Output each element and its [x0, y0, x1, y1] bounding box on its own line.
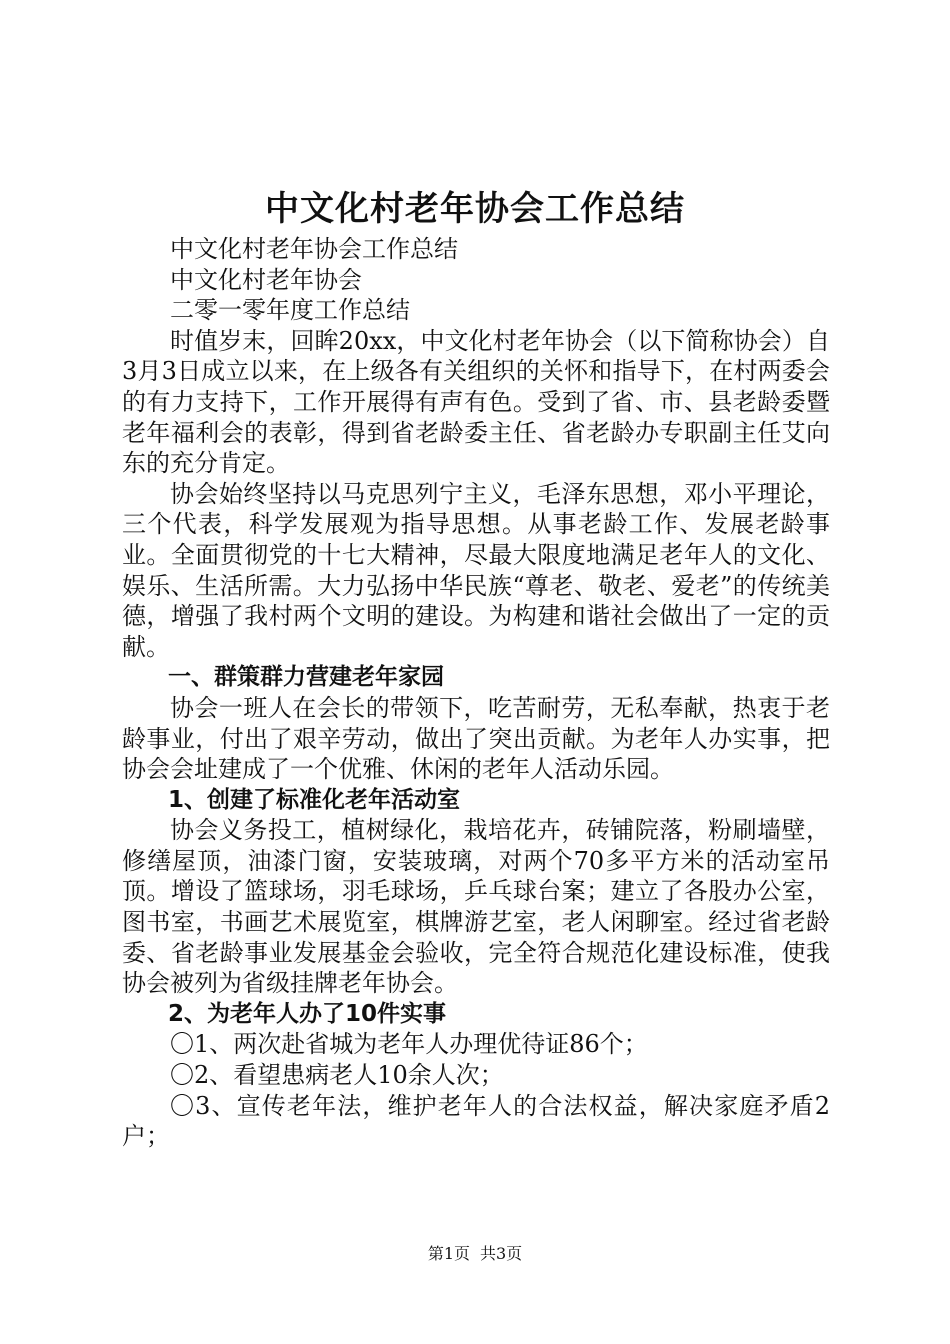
page-total: 共3页 — [480, 1244, 523, 1263]
body-paragraph: 二零一零年度工作总结 — [170, 296, 410, 325]
document-title: 中文化村老年协会工作总结 — [265, 189, 685, 229]
section-heading: 一、群策群力营建老年家园 — [168, 664, 444, 691]
list-item: 〇3、宣传老年法，维护老年人的合法权益，解决家庭矛盾2户； — [122, 1091, 830, 1151]
body-paragraph: 中文化村老年协会工作总结 — [170, 235, 458, 263]
list-item: 〇1、两次赴省城为老年人办理优待证86个； — [170, 1030, 648, 1059]
body-paragraph: 中文化村老年协会 — [170, 265, 362, 294]
body-paragraph: 协会始终坚持以马克思列宁主义，毛泽东思想，邓小平理论，三个代表，科学发展观为指导思想。从事老龄工作、发展老龄事业。全面贯彻党的十七大精神，尽最大限度地满足老年人的文化、娱乐、生活所需。大力弘扬中华民族“尊老、敬老、爱老”的传统美德，增强了我村两个文明的建设。为构建和谐社会做出了一定的贡献。 — [122, 479, 830, 661]
page-footer — [0, 1244, 950, 1264]
body-paragraph: 协会一班人在会长的带领下，吃苦耐劳，无私奉献，热衷于老龄事业，付出了艰辛劳动，做出了突出贡献。为老年人办实事，把协会会址建成了一个优雅、休闲的老年人活动乐园。 — [122, 693, 830, 784]
page-number: 第1页 — [427, 1244, 470, 1263]
subsection-heading: 1、创建了标准化老年活动室 — [168, 786, 461, 813]
list-item: 〇2、看望患病老人10余人次； — [170, 1061, 504, 1090]
body-paragraph: 协会义务投工，植树绿化，栽培花卉，砖铺院落，粉刷墙壁，修缮屋顶，油漆门窗，安装玻璃，对两个70多平方米的活动室吊顶。增设了篮球场，羽毛球场，乒乓球台案；建立了各股办公室，图书室，书画艺术展览室，棋牌游艺室，老人闲聊室。经过省老龄委、省老龄事业发展基金会验收，完全符合规范化建设标准，使我协会被列为省级挂牌老年协会。 — [122, 816, 830, 998]
document-body — [122, 234, 830, 1152]
subsection-heading: 2、为老年人办了10件实事 — [168, 1000, 447, 1027]
body-paragraph: 时值岁末，回眸20xx，中文化村老年协会（以下简称协会）自3月3日成立以来，在上级各有关组织的关怀和指导下，在村两委会的有力支持下，工作开展得有声有色。受到了省、市、县老龄委暨老年福利会的表彰，得到省老龄委主任、省老龄办专职副主任艾向东的充分肯定。 — [122, 326, 830, 478]
